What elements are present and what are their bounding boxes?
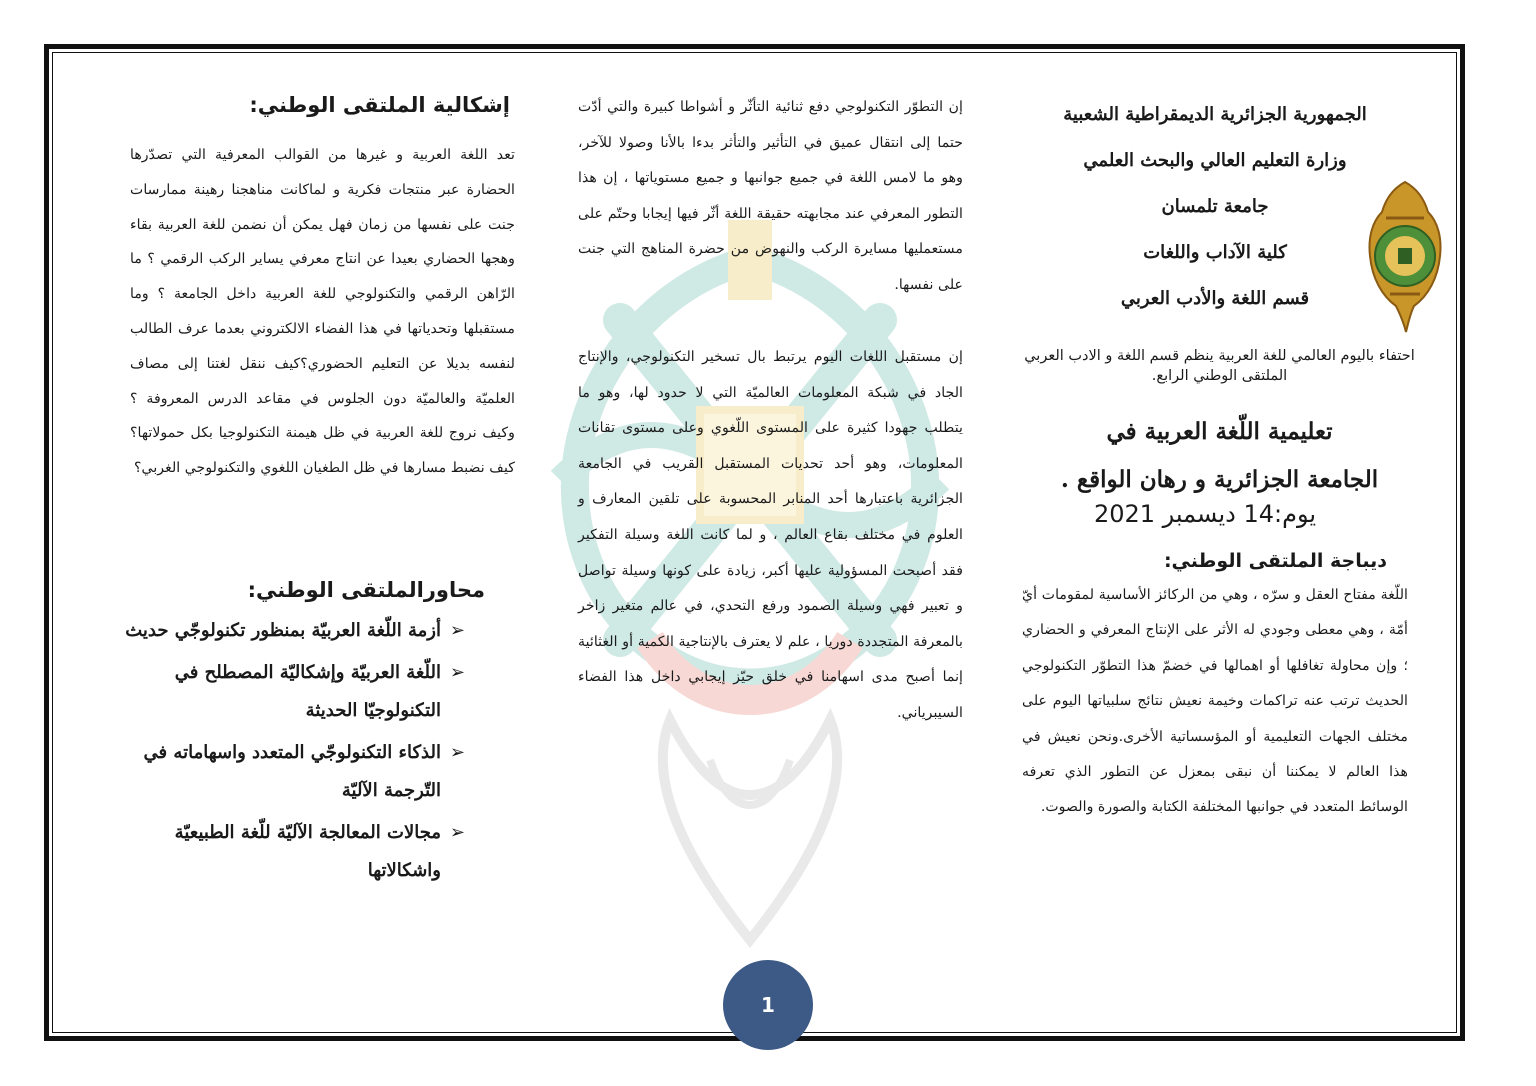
university-logo-icon [1366, 178, 1444, 336]
axes-list [100, 612, 465, 894]
department-name: قسم اللغة والأدب العربي [1120, 288, 1310, 309]
institution-header [1040, 92, 1390, 322]
arrow-check-icon: ➢ [449, 742, 465, 763]
list-item [100, 734, 465, 810]
list-item [100, 654, 465, 730]
list-item [100, 612, 465, 650]
conference-title [1022, 408, 1417, 504]
axis-label: أزمة اللّغة العربيّة بمنظور تكنولوجّي حديث [125, 620, 441, 641]
problem-text: تعد اللغة العربية و غيرها من القوالب المعرفية التي تصدّرها الحضارة عبر منتجات فكرية و لماكانت مناهجنا رهينة ممارسات جنت على نفسها من زمان فهل يمكن أن نضمن للغة العربية بقاء وهجها الحضاري بعيدا عن انتاج معرفي يساير الركب الرقمي ؟ ما الرّاهن الرقمي والتكنولوجي للغة العربية داخل الجامعة ؟ وما مستقبلها وتحدياتها في هذا الفضاء الالكتروني بعدما عرف الطالب لنفسه بديلا عن التعليم الحضوري؟كيف ننقل لغتنا إلى مصاف العلميّة والعالميّة دون الجلوس في مقاعد الدرس المعروفة ؟ وكيف نروج للغة العربية في ظل هيمنة التكنولوجيا بكل حمولاتها؟كيف نضبط مسارها في ظل الطغيان اللغوي والتكنولوجي الغربي؟ [130, 147, 515, 477]
conference-title-line1: تعليمية اللّغة العربية في [1106, 418, 1333, 445]
axis-label: اللّغة العربيّة وإشكاليّة المصطلح في التكنولوجيّا الحديثة [174, 662, 441, 721]
intro-text: احتفاء باليوم العالمي للغة العربية ينظم قسم اللغة و الادب العربي الملتقى الوطني الرابع. [1024, 348, 1415, 384]
page-number-badge: 1 [723, 960, 813, 1050]
university-name: جامعة تلمسان [1161, 196, 1269, 217]
conference-title-line2: الجامعة الجزائرية و رهان الواقع . [1060, 466, 1379, 493]
axes-heading: محاورالملتقى الوطني: [247, 578, 485, 602]
arrow-check-icon: ➢ [449, 662, 465, 683]
conference-date: يوم:14 ديسمبر 2021 [1093, 500, 1317, 528]
list-item [100, 814, 465, 890]
middle-paragraph-1: إن التطوّر التكنولوجي دفع ثنائية التأثّر و أشواطا كبيرة والتي أدّت حتما إلى انتقال عميق في التأثير والتأثر بدءا بالأنا وصولا للآخر، وهو ما لامس اللغة في جميع جوانبها و جميع مستوياتها ، إن هذا التطور المعرفي عند مجابهته حقيقة اللغة أثّر فيها إيجابا وحتّم على مستعمليها مسايرة الركب والنهوض من حضرة المناهج التي جنت على نفسها. [578, 99, 963, 293]
faculty-name: كلية الآداب واللغات [1143, 242, 1287, 263]
axis-label: مجالات المعالجة الآليّة للّغة الطبيعيّة واشكالاتها [174, 822, 441, 881]
preamble-heading: ديباجة الملتقى الوطني: [1163, 550, 1387, 572]
preamble-text: اللّغة مفتاح العقل و سرّه ، وهي من الركائز الأساسية لمقومات أيّ أمّة ، وهي معطى وجودي له الأثر على الإنتاج المعرفي و الحضاري ؛ وإن محاولة تغافلها أو اهمالها في خضمّ هذا التطوّر التكنولوجي الحديث ترتب عنه تراكمات وخيمة نعيش نتائج سلبياتها اليوم على مختلف الجهات التعليمية أو المؤسساتية الأخرى.ونحن نعيش في هذا العالم لا يمكننا أن نبقى بمعزل عن التطور الذي تعرفه الوسائط المتعدد في جوانبها المختلفة الكتابة والصورة والصوت. [1022, 587, 1408, 816]
middle-paragraph-2: إن مستقبل اللغات اليوم يرتبط بال تسخير التكنولوجي، والإنتاج الجاد في شبكة المعلومات العالميّة التي لا حدود لها، وهو ما يتطلب جهودا كثيرة على المستوى اللّغوي وعلى مستوى تقانات المعلومات، وهو أحد تحديات المستقبل القريب في الجامعة الجزائرية باعتبارها أحد المنابر المحسوبة على تلقين المعارف و العلوم في مختلف بقاع العالم ، و لما كانت اللغة وسيلة التفكير فقد أصبحت المسؤولية عليها أكبر، زيادة على كونها وسيلة تواصل و تعبير فهي وسيلة الصمود ورفع التحدي، في عالم متغير زاخر بالمعرفة المتجددة دوريا ، علم لا يعترف بالإنتاجية الكمية أو الغثائية إنما أصبح مدى اسهامنا في خلق حيّز إيجابي داخل هذا الفضاء السيبرياني. [578, 349, 963, 721]
ministry-name: وزارة التعليم العالي والبحث العلمي [1083, 150, 1347, 171]
problem-heading: إشكالية الملتقى الوطني: [249, 93, 510, 117]
arrow-check-icon: ➢ [449, 620, 465, 641]
arrow-check-icon: ➢ [449, 822, 465, 843]
axis-label: الذكاء التكنولوجّي المتعدد واسهاماته في التّرجمة الآليّة [143, 742, 441, 801]
republic-name: الجمهورية الجزائرية الديمقراطية الشعبية [1063, 104, 1367, 125]
